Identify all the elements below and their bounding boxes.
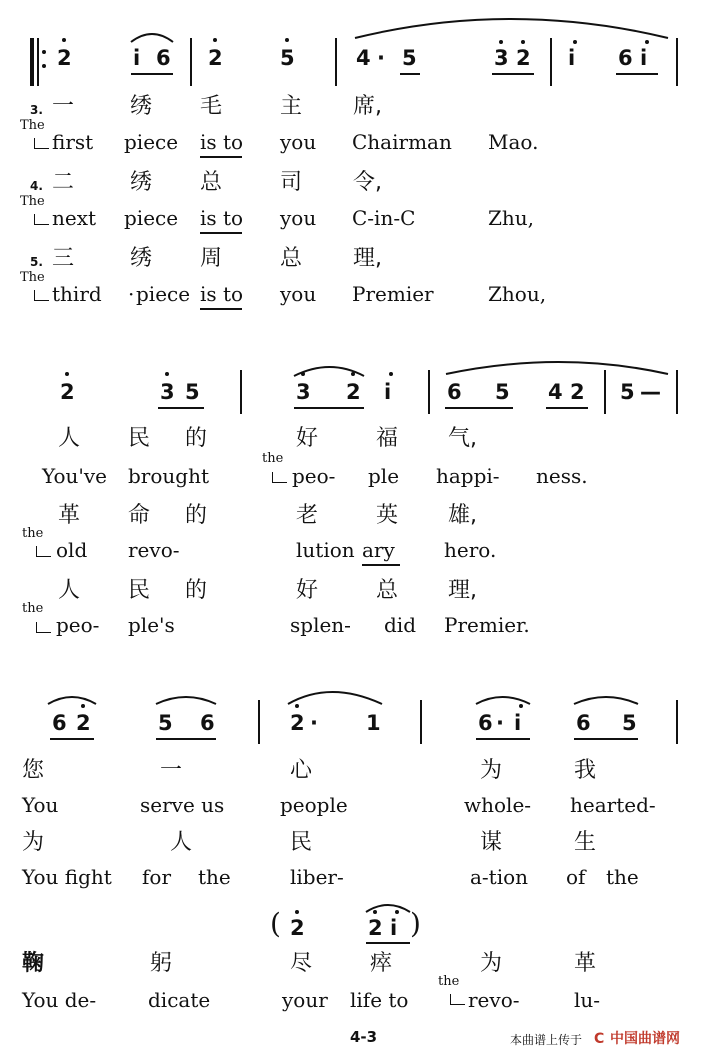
lyric-zh: 尽 xyxy=(290,951,313,976)
lyric-zh: 理, xyxy=(353,246,382,271)
slur xyxy=(48,697,96,704)
octave-dot xyxy=(285,38,289,42)
lyric-en: piece xyxy=(136,282,191,306)
lyric-article: The xyxy=(20,194,45,209)
lyric-en: dicate xyxy=(148,988,211,1012)
lyric-zh: 为 xyxy=(480,758,503,783)
beam-underline xyxy=(158,407,204,409)
elision-hook xyxy=(34,138,49,149)
lyric-zh: 躬 xyxy=(150,951,173,976)
lyric-en: peo- xyxy=(56,613,100,637)
lyric-en: liber- xyxy=(290,865,344,889)
barline xyxy=(335,38,337,86)
lyric-article: the xyxy=(22,601,44,616)
note: i xyxy=(514,711,522,735)
octave-dot xyxy=(81,704,85,708)
lyric-zh: 福 xyxy=(376,426,399,451)
lyric-zh: 民 xyxy=(290,830,313,855)
note: 5 xyxy=(185,380,200,404)
lyric-zh: 毛 xyxy=(200,94,223,119)
lyric-zh: 周 xyxy=(200,246,223,271)
barline xyxy=(550,38,552,86)
upload-note: 本曲谱上传于 xyxy=(510,1033,583,1047)
beam-underline xyxy=(492,73,534,75)
note: 3 xyxy=(160,380,175,404)
lyric-en: piece xyxy=(124,206,179,230)
lyric-en: is to xyxy=(200,130,244,154)
lyric-zh: 为 xyxy=(480,951,503,976)
lyric-en: lution xyxy=(296,538,355,562)
lyric-zh: 心 xyxy=(290,758,313,783)
slur xyxy=(355,19,668,38)
note: i xyxy=(390,916,398,940)
lyric-zh: 生 xyxy=(574,830,597,855)
octave-dot xyxy=(213,38,217,42)
barline xyxy=(604,370,606,414)
lyric-en: for xyxy=(142,865,172,889)
lyric-en: brought xyxy=(128,464,210,488)
note: 6 xyxy=(200,711,215,735)
barline xyxy=(676,38,678,86)
octave-dot xyxy=(65,372,69,376)
barline xyxy=(676,370,678,414)
lyric-en: splen- xyxy=(290,613,351,637)
repeat-barline-thin xyxy=(37,38,39,86)
lyric-zh: 为 xyxy=(22,830,45,855)
lyric-zh: 司 xyxy=(280,170,303,195)
note: 6 xyxy=(447,380,462,404)
octave-dot xyxy=(395,910,399,914)
lyric-en: of xyxy=(566,865,586,889)
note: 5 xyxy=(158,711,173,735)
note: 6 xyxy=(618,46,633,70)
octave-dot xyxy=(351,372,355,376)
note: 6 xyxy=(52,711,67,735)
slur xyxy=(476,697,530,704)
lyric-en: is to xyxy=(200,206,244,230)
note-dot: · xyxy=(496,711,504,735)
note: 2 xyxy=(208,46,223,70)
lyric-zh: 人 xyxy=(58,578,81,603)
lyric-zh: 三 xyxy=(52,246,75,271)
lyric-zh: 主 xyxy=(280,94,303,119)
lyric-zh: 革 xyxy=(58,503,81,528)
lyric-en: you xyxy=(280,206,317,230)
lyric-en: the xyxy=(198,865,231,889)
lyric-zh: 好 xyxy=(296,426,319,451)
note: 4 xyxy=(356,46,371,70)
beam-underline xyxy=(366,942,410,944)
lyric-zh: 席, xyxy=(353,94,382,119)
note-dot: · xyxy=(310,711,318,735)
lyric-en: is to xyxy=(200,282,244,306)
repeat-dot xyxy=(42,50,46,54)
lyric-zh: 一 xyxy=(160,758,183,783)
bracket-close: ) xyxy=(410,907,421,940)
note: i xyxy=(384,380,392,404)
note-dot: · xyxy=(377,46,385,70)
bracket-open: ( xyxy=(270,907,281,940)
octave-dot xyxy=(521,40,525,44)
octave-dot xyxy=(519,704,523,708)
note: 6 xyxy=(156,46,171,70)
lyric-article: the xyxy=(438,974,460,989)
lyric-en: first xyxy=(52,130,94,154)
beam-underline xyxy=(546,407,588,409)
note: 3 xyxy=(296,380,311,404)
note: 2 xyxy=(368,916,383,940)
elision-hook xyxy=(272,472,287,483)
lyric-zh: 绣 xyxy=(130,170,153,195)
lyric-article: the xyxy=(262,451,284,466)
lyric-en: third xyxy=(52,282,102,306)
elision-hook xyxy=(36,622,51,633)
lyric-underline xyxy=(362,564,400,566)
note: 2 xyxy=(57,46,72,70)
barline xyxy=(420,700,422,744)
site-logo-text[interactable]: 中国曲谱网 xyxy=(610,1031,680,1047)
site-logo-icon: C xyxy=(594,1031,605,1047)
repeat-barline-thick xyxy=(30,38,34,86)
lyric-en: You xyxy=(22,793,59,817)
lyric-en: hero. xyxy=(444,538,497,562)
octave-dot xyxy=(573,40,577,44)
lyric-zh: 理, xyxy=(448,578,477,603)
lyric-zh: 民 xyxy=(128,578,151,603)
lyric-en: life to xyxy=(350,988,409,1012)
verse-number: 5. xyxy=(30,255,43,269)
lyric-en: C-in-C xyxy=(352,206,416,230)
elision-hook xyxy=(36,546,51,557)
lyric-zh: 一 xyxy=(52,94,75,119)
note: 4 xyxy=(548,380,563,404)
lyric-zh: 谋 xyxy=(480,830,503,855)
lyric-zh: 二 xyxy=(52,170,75,195)
lyric-zh: 您 xyxy=(22,758,45,783)
lyric-zh: 的 xyxy=(185,426,208,451)
barline xyxy=(190,38,192,86)
lyric-en: the xyxy=(606,865,639,889)
barline xyxy=(428,370,430,414)
octave-dot xyxy=(499,40,503,44)
slur xyxy=(288,692,382,704)
note: 2 xyxy=(346,380,361,404)
lyric-zh: 气, xyxy=(448,426,477,451)
lyric-zh: 的 xyxy=(185,503,208,528)
octave-dot xyxy=(62,38,66,42)
lyric-zh: 命 xyxy=(128,503,151,528)
dash: — xyxy=(640,380,661,404)
lyric-en: Premier xyxy=(352,282,434,306)
lyric-en: Premier. xyxy=(444,613,530,637)
beam-underline xyxy=(50,738,94,740)
lyric-en: a-tion xyxy=(470,865,529,889)
lyric-en: You've xyxy=(42,464,108,488)
lyric-zh: 绣 xyxy=(130,94,153,119)
lyric-zh: 英 xyxy=(376,503,399,528)
note: 5 xyxy=(622,711,637,735)
lyric-en: You de- xyxy=(22,988,97,1012)
octave-dot xyxy=(165,372,169,376)
lyric-en: ary xyxy=(362,538,395,562)
beam-underline xyxy=(445,407,513,409)
note: 6 xyxy=(478,711,493,735)
beam-underline xyxy=(294,407,364,409)
lyric-en: peo- xyxy=(292,464,336,488)
verse-number: 4. xyxy=(30,179,43,193)
note: i xyxy=(133,46,141,70)
note: 2 xyxy=(60,380,75,404)
slur xyxy=(131,34,173,42)
octave-dot xyxy=(389,372,393,376)
slur xyxy=(156,697,216,704)
lyric-en: You fight xyxy=(22,865,112,889)
beam-underline xyxy=(156,738,216,740)
lyric-underline xyxy=(200,308,242,310)
octave-dot xyxy=(645,40,649,44)
lyric-en: Mao. xyxy=(488,130,539,154)
note: 2 xyxy=(516,46,531,70)
lyric-en: piece xyxy=(124,130,179,154)
beam-underline xyxy=(400,73,420,75)
lyric-article: The xyxy=(20,118,45,133)
note: 5 xyxy=(402,46,417,70)
repeat-dot xyxy=(42,64,46,68)
lyric-en: Zhou, xyxy=(488,282,547,306)
note: 6 xyxy=(576,711,591,735)
lyric-en: serve us xyxy=(140,793,225,817)
lyric-article: the xyxy=(22,526,44,541)
lyric-en: next xyxy=(52,206,97,230)
lyric-zh: 民 xyxy=(128,426,151,451)
lyric-zh: 鞠 xyxy=(22,951,45,976)
note: 2 xyxy=(76,711,91,735)
lyric-en: old xyxy=(56,538,88,562)
lyric-en: lu- xyxy=(574,988,601,1012)
lyric-en: did xyxy=(384,613,417,637)
note: i xyxy=(640,46,648,70)
note: 2 xyxy=(290,711,305,735)
page-number: 4-3 xyxy=(350,1028,378,1046)
lyric-en: your xyxy=(282,988,328,1012)
lyric-zh: 人 xyxy=(58,426,81,451)
barline xyxy=(240,370,242,414)
note: i xyxy=(568,46,576,70)
lyric-en: hearted- xyxy=(570,793,656,817)
barline xyxy=(258,700,260,744)
lyric-en: Zhu, xyxy=(488,206,535,230)
lyric-en: · xyxy=(128,282,135,306)
octave-dot xyxy=(373,910,377,914)
lyric-zh: 革 xyxy=(574,951,597,976)
lyric-zh: 总 xyxy=(376,578,399,603)
elision-hook xyxy=(450,994,465,1005)
lyric-underline xyxy=(200,232,242,234)
lyric-zh: 的 xyxy=(185,578,208,603)
lyric-zh: 老 xyxy=(296,503,319,528)
lyric-en: Chairman xyxy=(352,130,452,154)
beam-underline xyxy=(616,73,658,75)
lyric-zh: 绣 xyxy=(130,246,153,271)
lyric-zh: 我 xyxy=(574,758,597,783)
octave-dot xyxy=(295,910,299,914)
beam-underline xyxy=(476,738,530,740)
lyric-zh: 好 xyxy=(296,578,319,603)
note: 1 xyxy=(366,711,381,735)
note: 5 xyxy=(280,46,295,70)
lyric-zh: 雄, xyxy=(448,503,477,528)
elision-hook xyxy=(34,290,49,301)
note: 5 xyxy=(620,380,635,404)
lyric-en: revo- xyxy=(468,988,520,1012)
lyric-article: The xyxy=(20,270,45,285)
beam-underline xyxy=(574,738,638,740)
slur xyxy=(574,697,638,704)
lyric-zh: 总 xyxy=(200,170,223,195)
lyric-zh: 总 xyxy=(280,246,303,271)
note: 2 xyxy=(290,916,305,940)
lyric-en: you xyxy=(280,130,317,154)
barline xyxy=(676,700,678,744)
lyric-en: ple xyxy=(368,464,400,488)
note: 3 xyxy=(494,46,509,70)
lyric-zh: 瘁 xyxy=(370,951,393,976)
lyric-en: whole- xyxy=(464,793,532,817)
lyric-underline xyxy=(200,156,242,158)
lyric-en: you xyxy=(280,282,317,306)
lyric-zh: 人 xyxy=(170,830,193,855)
lyric-en: happi- xyxy=(436,464,500,488)
slur xyxy=(446,362,668,374)
lyric-en: revo- xyxy=(128,538,180,562)
octave-dot xyxy=(301,372,305,376)
verse-number: 3. xyxy=(30,103,43,117)
elision-hook xyxy=(34,214,49,225)
octave-dot xyxy=(295,704,299,708)
beam-underline xyxy=(131,73,173,75)
note: 5 xyxy=(495,380,510,404)
note: 2 xyxy=(570,380,585,404)
lyric-en: people xyxy=(280,793,348,817)
lyric-zh: 令, xyxy=(353,170,382,195)
lyric-en: ness. xyxy=(536,464,588,488)
lyric-en: ple's xyxy=(128,613,175,637)
